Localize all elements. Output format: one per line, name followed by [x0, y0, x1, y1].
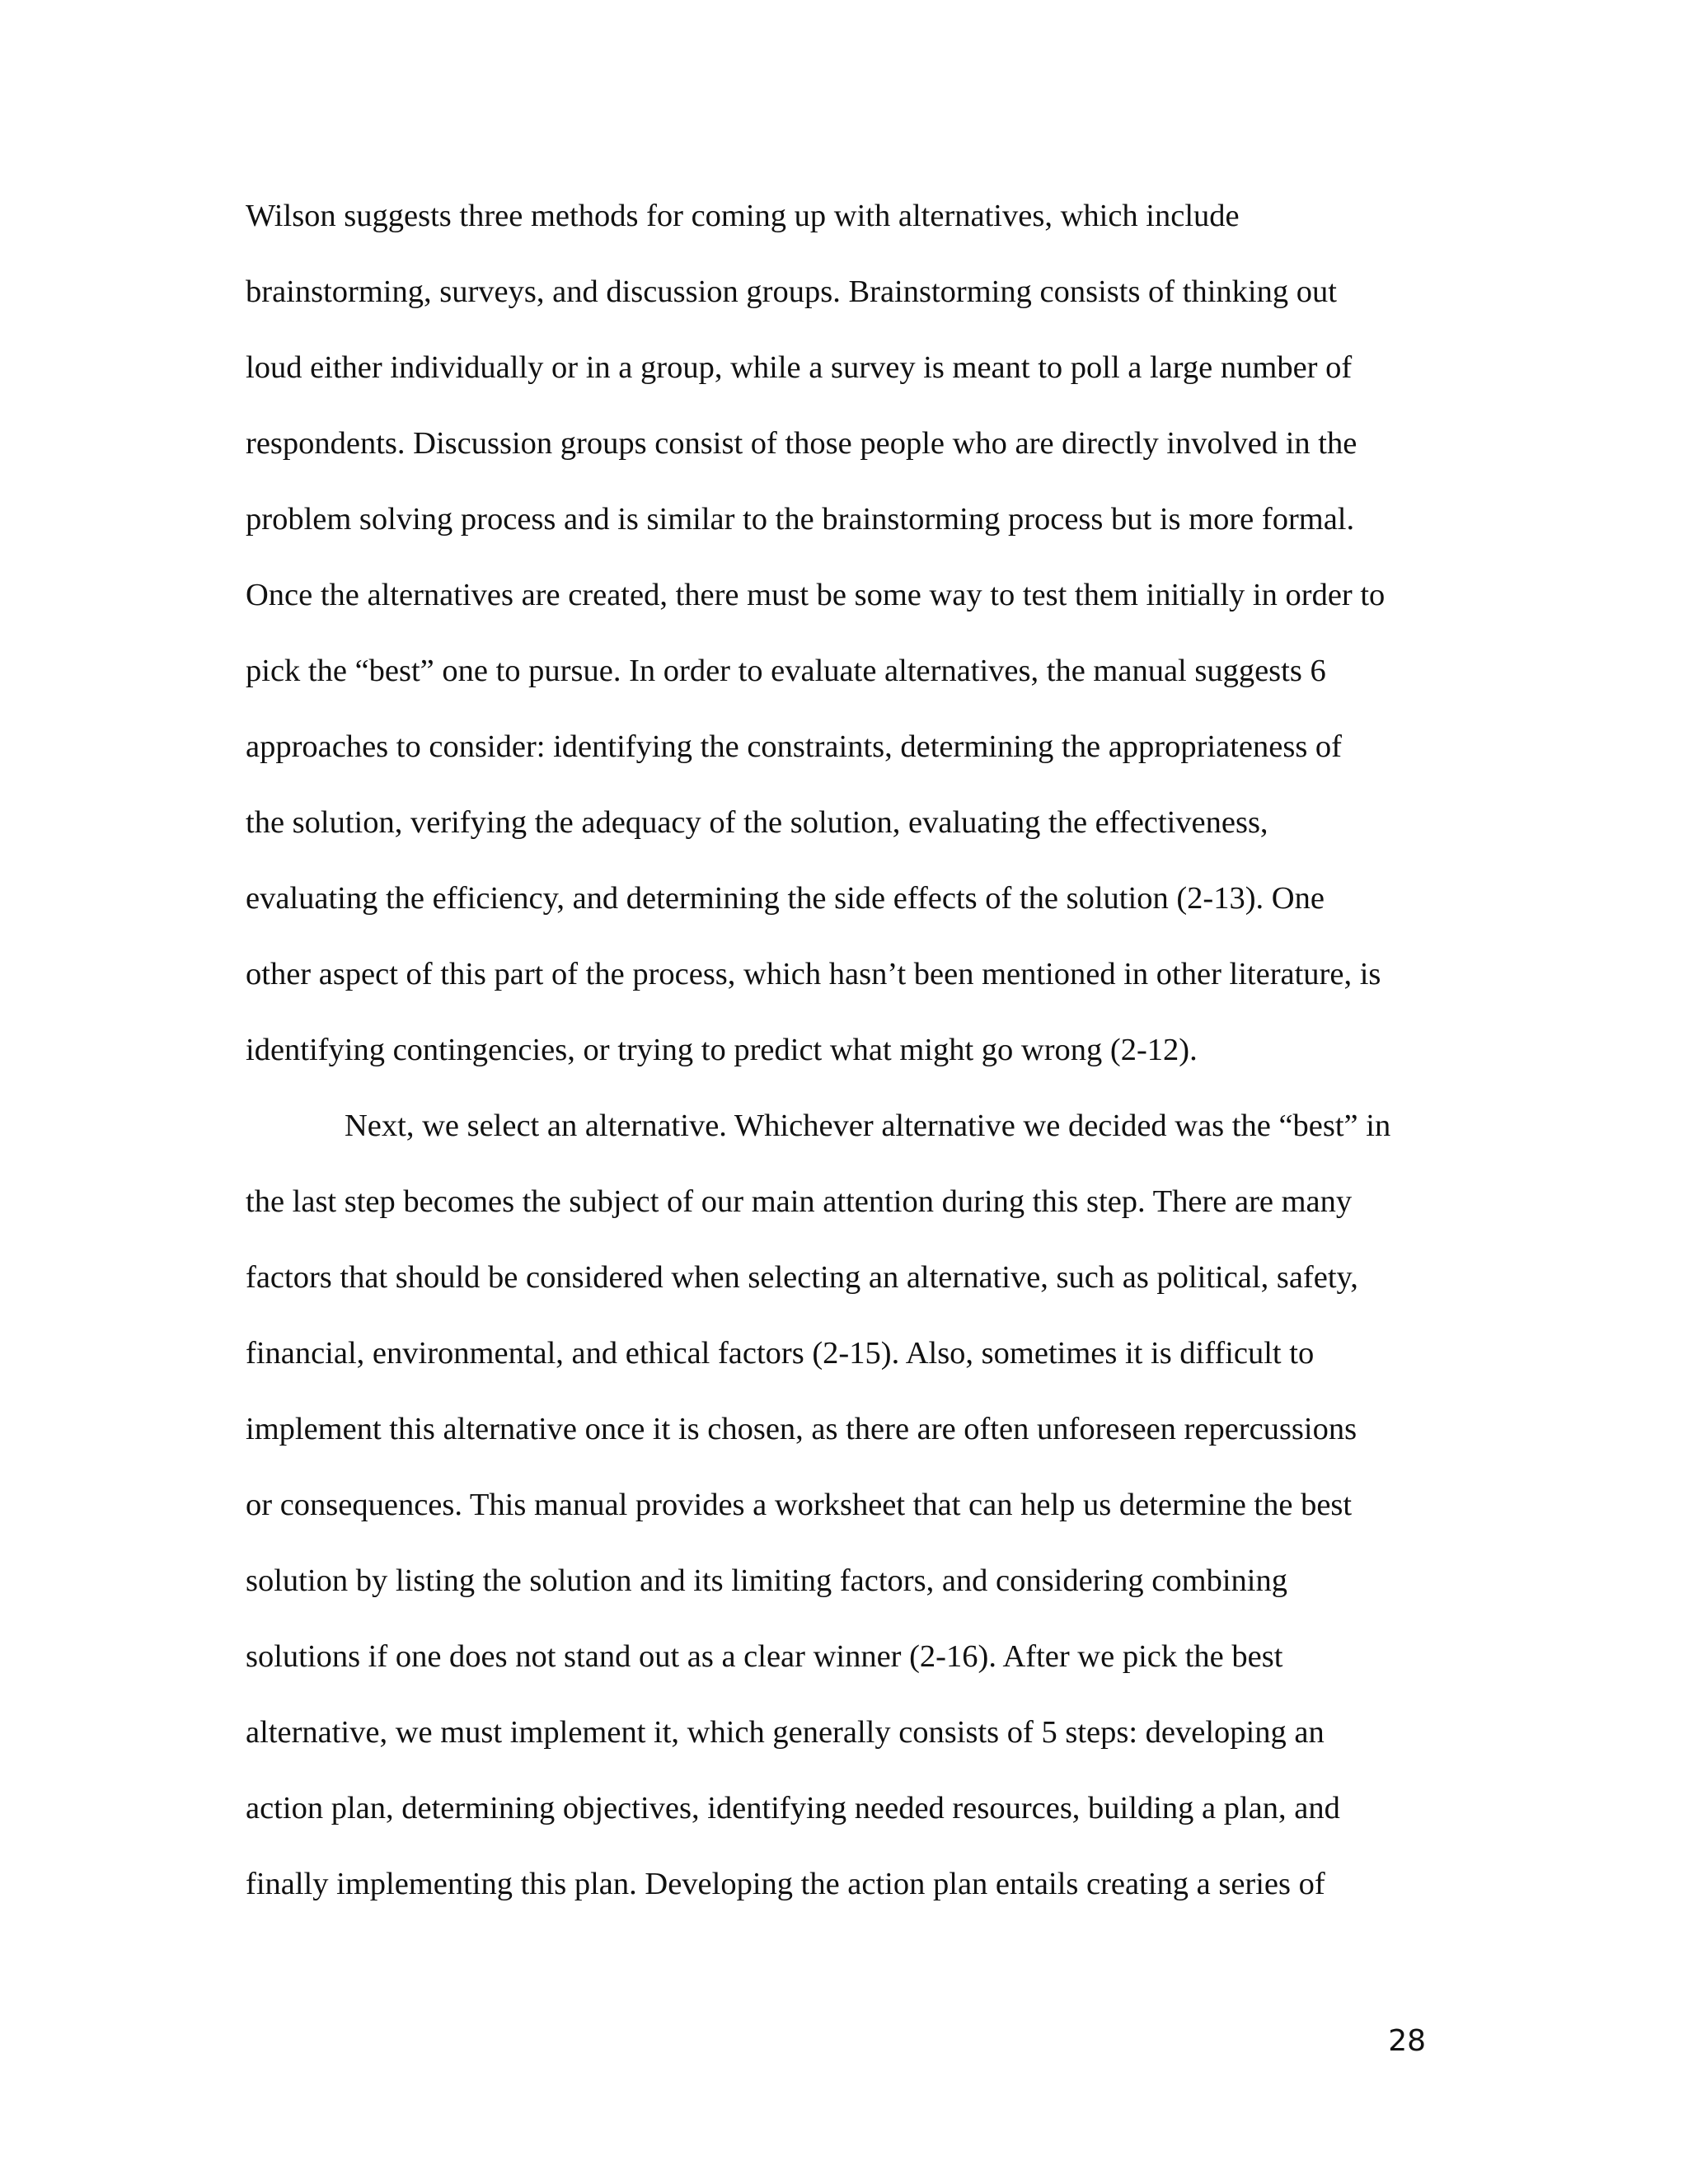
text-line: action plan, determining objectives, identifying needed resources, building a plan, and	[246, 1791, 1340, 1825]
text-line: Wilson suggests three methods for coming up with alternatives, which include	[246, 199, 1240, 233]
text-line: loud either individually or in a group, while a survey is meant to poll a large number of	[246, 350, 1353, 385]
text-line: problem solving process and is similar to the brainstorming process but is more formal.	[246, 502, 1355, 537]
text-line: other aspect of this part of the process, which hasn’t been mentioned in other literature, is	[246, 957, 1381, 991]
body-text	[246, 190, 1449, 1933]
page-number: 28	[1388, 2024, 1426, 2058]
text-line: approaches to consider: identifying the constraints, determining the appropriateness of	[246, 729, 1342, 764]
text-line: solutions if one does not stand out as a clear winner (2-16). After we pick the best	[246, 1639, 1283, 1674]
text-line: Once the alternatives are created, there must be some way to test them initially in order to	[246, 578, 1386, 612]
text-line: or consequences. This manual provides a worksheet that can help us determine the best	[246, 1488, 1353, 1522]
text-line: the last step becomes the subject of our main attention during this step. There are many	[246, 1184, 1353, 1219]
text-line: pick the “best” one to pursue. In order to evaluate alternatives, the manual suggests 6	[246, 654, 1326, 688]
text-line: solution by listing the solution and its limiting factors, and considering combining	[246, 1563, 1287, 1598]
text-line: factors that should be considered when selecting an alternative, such as political, safety,	[246, 1260, 1358, 1295]
text-line: brainstorming, surveys, and discussion groups. Brainstorming consists of thinking out	[246, 274, 1337, 309]
text-line: alternative, we must implement it, which generally consists of 5 steps: developing an	[246, 1715, 1325, 1750]
text-line: evaluating the efficiency, and determining the side effects of the solution (2-13). One	[246, 881, 1325, 916]
text-line: implement this alternative once it is chosen, as there are often unforeseen repercussions	[246, 1412, 1357, 1446]
text-line: finally implementing this plan. Developing the action plan entails creating a series of	[246, 1867, 1325, 1901]
text-line: financial, environmental, and ethical factors (2-15). Also, sometimes it is difficult to	[246, 1336, 1315, 1371]
text-line: respondents. Discussion groups consist of those people who are directly involved in the	[246, 426, 1357, 461]
paragraph-first-line: Next, we select an alternative. Whichever alternative we decided was the “best” in	[345, 1108, 1391, 1143]
text-line: the solution, verifying the adequacy of the solution, evaluating the effectiveness,	[246, 805, 1268, 840]
text-line: identifying contingencies, or trying to predict what might go wrong (2-12).	[246, 1033, 1198, 1067]
